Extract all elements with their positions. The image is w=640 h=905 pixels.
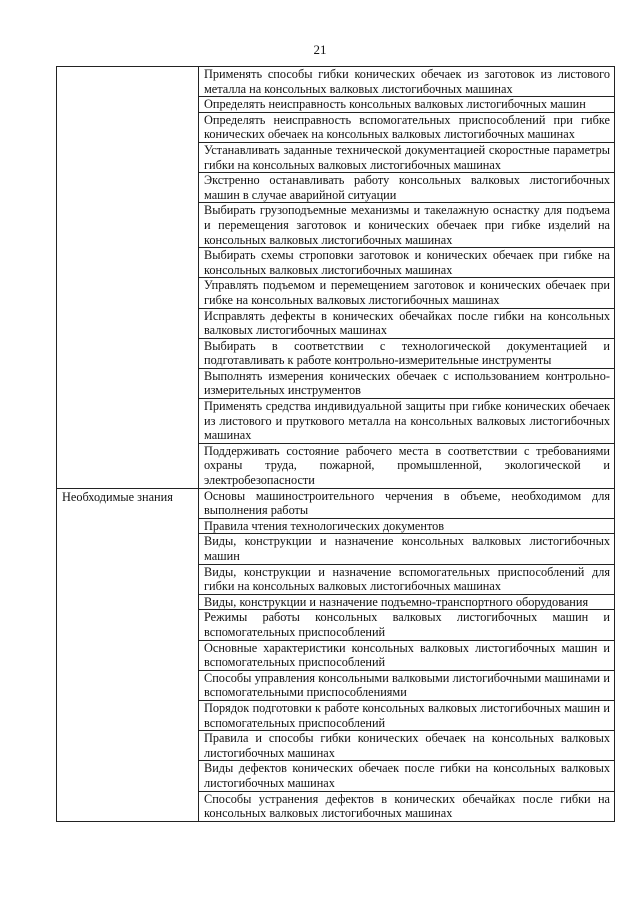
skill-item: Выбирать в соответствии с технологической документацией и подготавливать к работе контрольно-измерительные инструменты bbox=[199, 338, 614, 368]
knowledge-items-cell bbox=[199, 488, 615, 821]
knowledge-item: Правила и способы гибки конических обечаек на консольных валковых листогибочных машинах bbox=[199, 730, 614, 760]
skills-row bbox=[57, 67, 615, 489]
skill-item: Определять неисправность вспомогательных приспособлений при гибке конических обечаек на консольных валковых листогибочных машинах bbox=[199, 112, 614, 142]
knowledge-item: Порядок подготовки к работе консольных валковых листогибочных машин и вспомогательных приспособлений bbox=[199, 700, 614, 730]
requirements-table bbox=[56, 66, 615, 822]
knowledge-item: Виды, конструкции и назначение подъемно-транспортного оборудования bbox=[199, 594, 614, 610]
skill-item: Экстренно останавливать работу консольных валковых листогибочных машин в случае аварийной ситуации bbox=[199, 172, 614, 202]
skill-item: Применять способы гибки конических обечаек из заготовок из листового металла на консольных валковых листогибочных машинах bbox=[204, 67, 610, 96]
knowledge-item: Виды, конструкции и назначение вспомогательных приспособлений для гибки на консольных валковых листогибочных машинах bbox=[199, 564, 614, 594]
skills-items-cell bbox=[199, 67, 615, 489]
knowledge-item: Способы управления консольными валковыми листогибочными машинами и вспомогательными приспособлениями bbox=[199, 670, 614, 700]
knowledge-item: Режимы работы консольных валковых листогибочных машин и вспомогательных приспособлений bbox=[199, 609, 614, 639]
skill-item: Применять средства индивидуальной защиты при гибке конических обечаек из листового и пруткового металла на консольных валковых листогибочных машинах bbox=[199, 398, 614, 443]
knowledge-label-cell: Необходимые знания bbox=[57, 488, 199, 821]
knowledge-item: Правила чтения технологических документов bbox=[199, 518, 614, 534]
knowledge-item: Основы машиностроительного черчения в объеме, необходимом для выполнения работы bbox=[204, 488, 610, 518]
knowledge-item: Основные характеристики консольных валковых листогибочных машин и вспомогательных приспособлений bbox=[199, 640, 614, 670]
skill-item: Поддерживать состояние рабочего места в соответствии с требованиями охраны труда, пожарной, промышленной, экологической и электробезопасности bbox=[199, 443, 614, 488]
knowledge-item: Способы устранения дефектов в конических обечайках после гибки на консольных валковых листогибочных машинах bbox=[199, 791, 614, 821]
skills-label-cell bbox=[57, 67, 199, 489]
skill-item: Определять неисправность консольных валковых листогибочных машин bbox=[199, 96, 614, 112]
knowledge-item: Виды дефектов конических обечаек после гибки на консольных валковых листогибочных машинах bbox=[199, 760, 614, 790]
skill-item: Выполнять измерения конических обечаек с использованием контрольно-измерительных инструментов bbox=[199, 368, 614, 398]
knowledge-row bbox=[57, 488, 615, 821]
skill-item: Выбирать схемы строповки заготовок и конических обечаек при гибке на консольных валковых листогибочных машинах bbox=[199, 247, 614, 277]
skill-item: Управлять подъемом и перемещением заготовок и конических обечаек при гибке на консольных валковых листогибочных машинах bbox=[199, 277, 614, 307]
page-number: 21 bbox=[313, 42, 327, 57]
skill-item: Исправлять дефекты в конических обечайках после гибки на консольных валковых листогибочных машинах bbox=[199, 308, 614, 338]
knowledge-item: Виды, конструкции и назначение консольных валковых листогибочных машин bbox=[199, 533, 614, 563]
skill-item: Устанавливать заданные технической документацией скоростные параметры гибки на консольных валковых листогибочных машинах bbox=[199, 142, 614, 172]
skill-item: Выбирать грузоподъемные механизмы и такелажную оснастку для подъема и перемещения заготовок и конических обечаек при гибке изделий на консольных валковых листогибочных машинах bbox=[199, 202, 614, 247]
